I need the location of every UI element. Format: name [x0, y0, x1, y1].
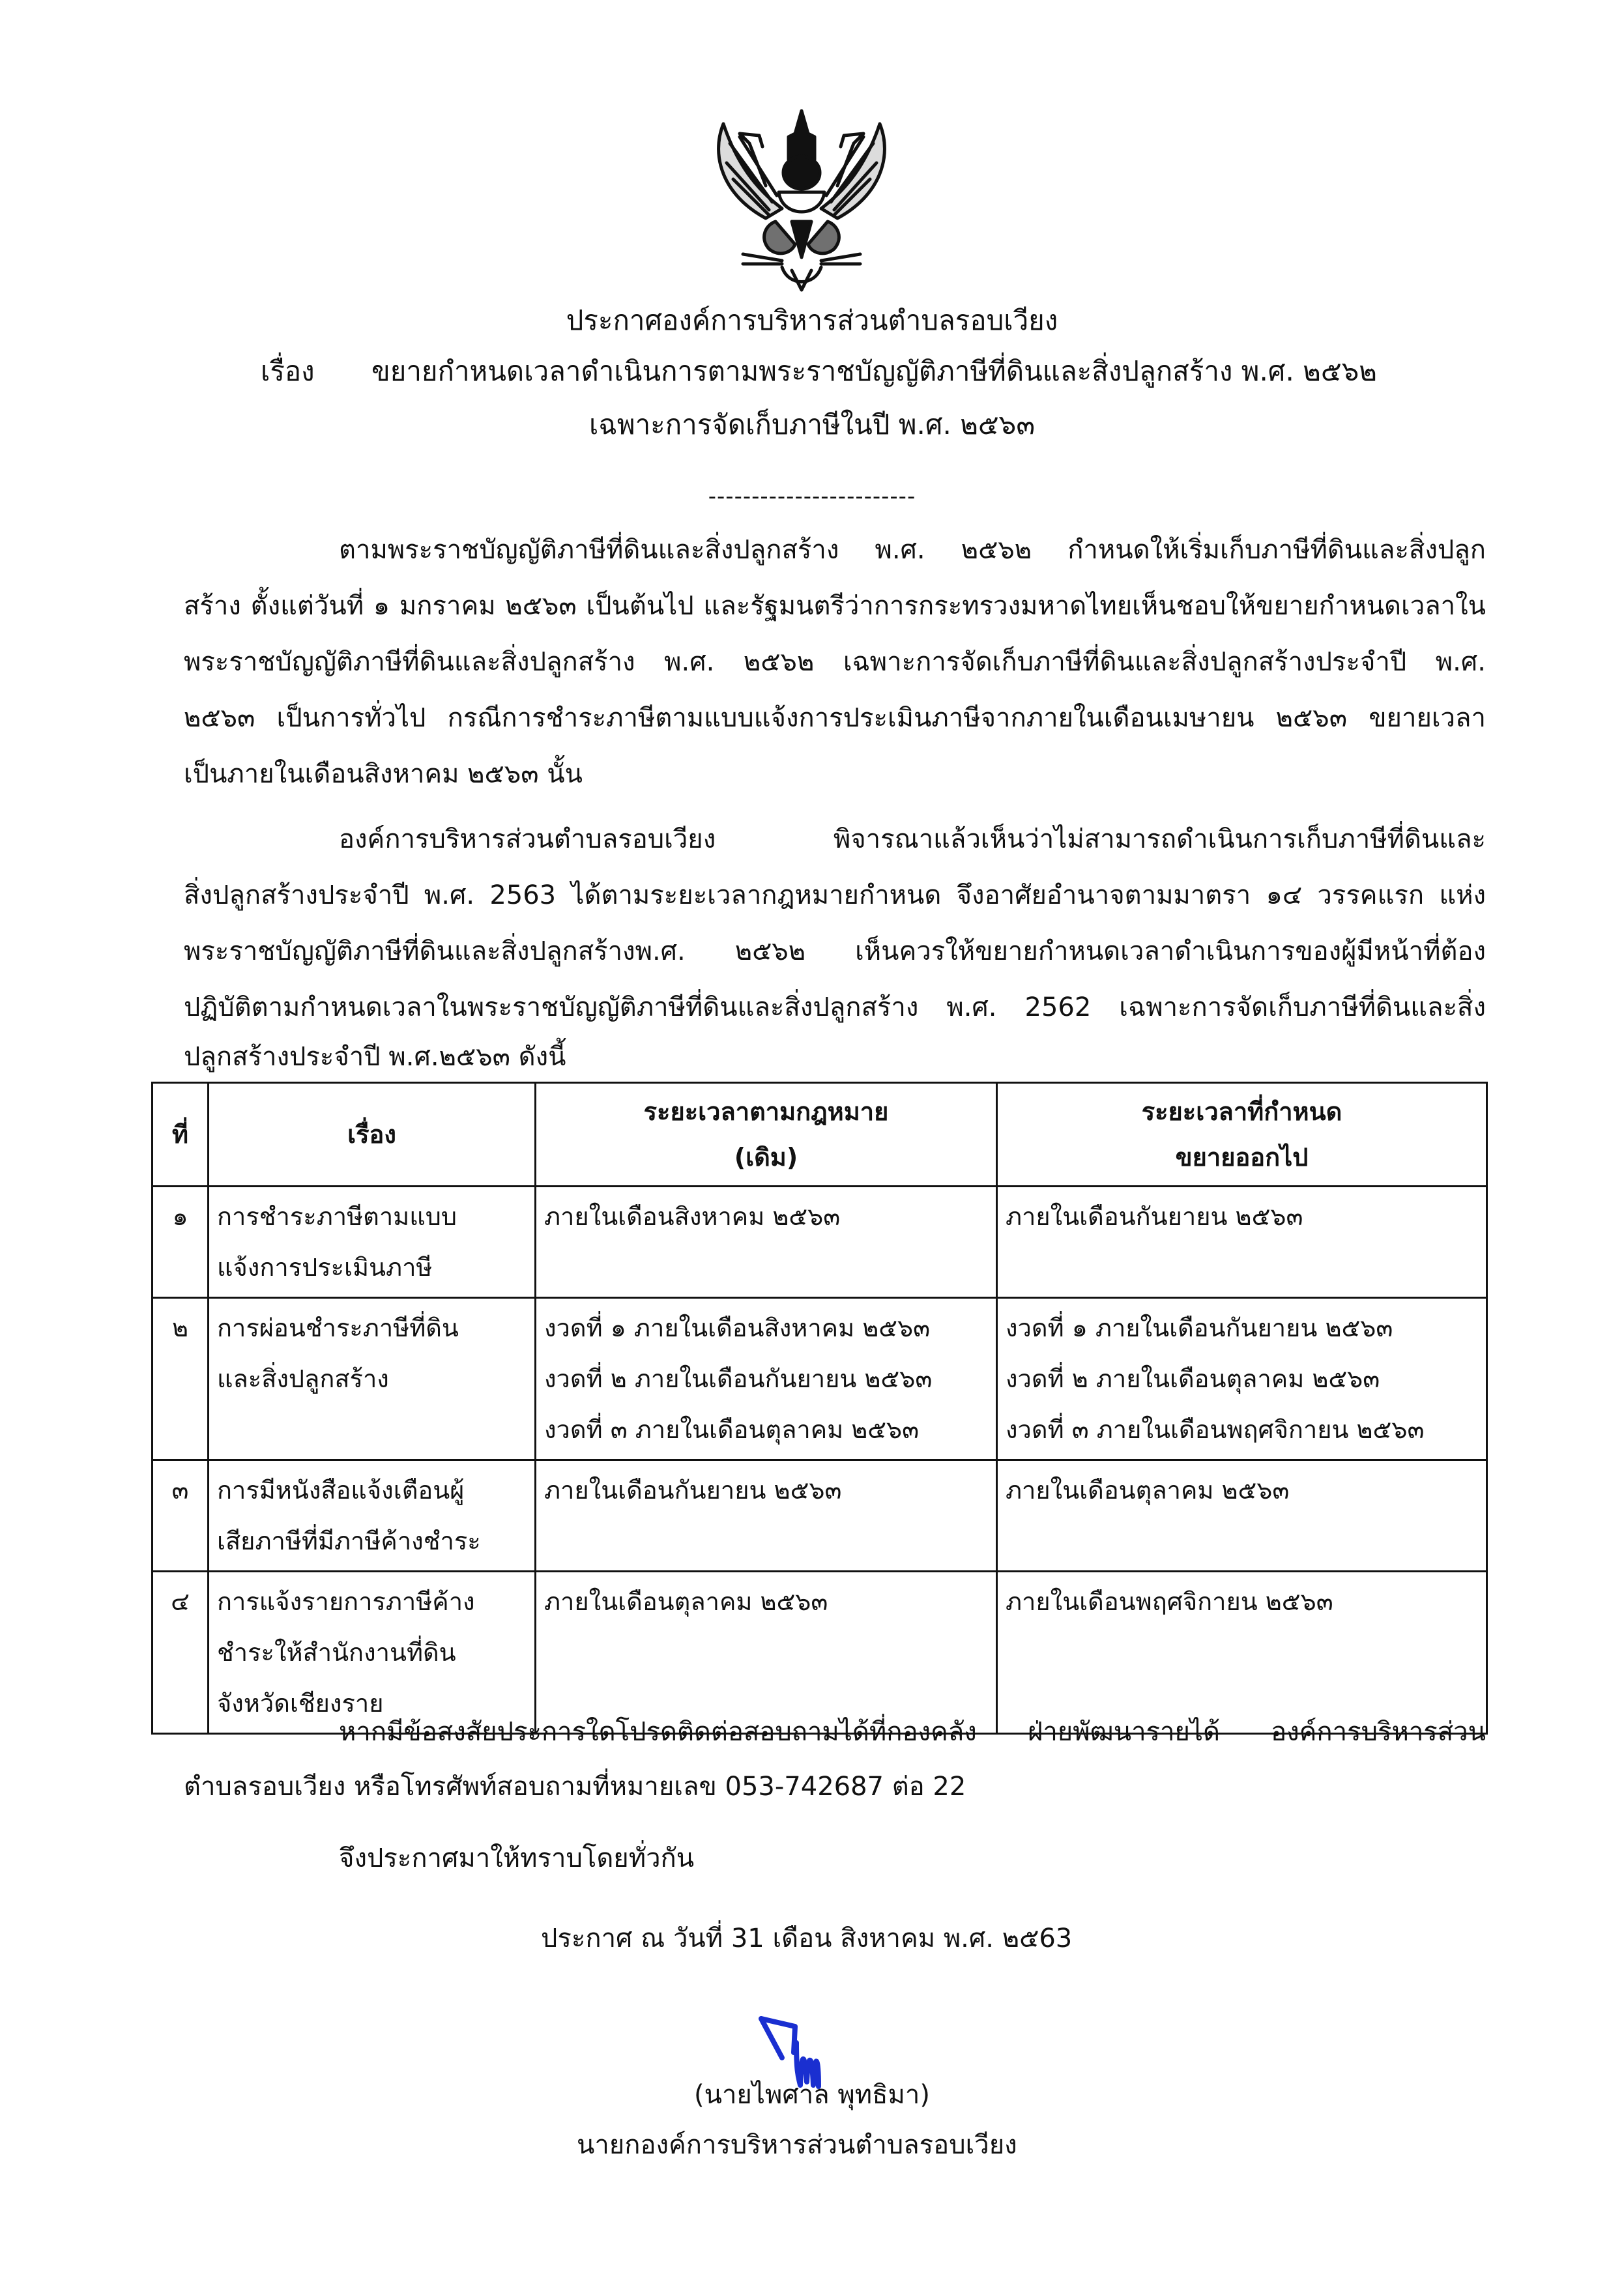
subject-line-1: ขยายกำหนดเวลาดำเนินการตามพระราชบัญญัติภาษีที่ดินและสิ่งปลูกสร้าง พ.ศ. ๒๕๖๒ — [371, 355, 1377, 387]
row-subject — [209, 1572, 536, 1734]
cell-text: ภายในเดือนกันยายน ๒๕๖๓ — [1006, 1202, 1303, 1231]
paragraph-line: พระราชบัญญัติภาษีที่ดินและสิ่งปลูกสร้าง พ.ศ. ๒๕๖๒ เฉพาะการจัดเก็บภาษีที่ดินและสิ่งปลูกสร้างประจำปี พ.ศ. — [184, 647, 1486, 677]
paragraph-line: ๒๕๖๓ เป็นการทั่วไป กรณีการชำระภาษีตามแบบแจ้งการประเมินภาษีจากภายในเดือนเมษายน ๒๕๖๓ ขยายเวลา — [184, 703, 1486, 733]
row-extended-period — [997, 1572, 1487, 1734]
cell-text: งวดที่ ๒ ภายในเดือนกันยายน ๒๕๖๓ — [544, 1364, 933, 1393]
cell-text: งวดที่ ๒ ภายในเดือนตุลาคม ๒๕๖๓ — [1006, 1364, 1380, 1393]
header-text: (เดิม) — [734, 1143, 798, 1172]
cell-text: ภายในเดือนตุลาคม ๒๕๖๓ — [1006, 1476, 1290, 1505]
paragraph-line: เป็นภายในเดือนสิงหาคม ๒๕๖๓ นั้น — [184, 759, 583, 789]
header-text: ระยะเวลาตามกฎหมาย — [643, 1097, 889, 1126]
cell-text: งวดที่ ๑ ภายในเดือนสิงหาคม ๒๕๖๓ — [544, 1314, 931, 1342]
subject-label: เรื่อง — [261, 355, 315, 387]
cell-text: ภายในเดือนตุลาคม ๒๕๖๓ — [544, 1587, 828, 1616]
row-original-period — [536, 1298, 997, 1460]
subject-line-2: เฉพาะการจัดเก็บภาษีในปี พ.ศ. ๒๕๖๓ — [588, 409, 1036, 440]
garuda-emblem-icon — [704, 98, 899, 293]
paragraph-line: สิ่งปลูกสร้างประจำปี พ.ศ. 2563 ได้ตามระยะเวลากฎหมายกำหนด จึงอาศัยอำนาจตามมาตรา ๑๔ วรรคแรก แห่ง — [184, 880, 1486, 910]
paragraph-line: ตามพระราชบัญญัติภาษีที่ดินและสิ่งปลูกสร้าง พ.ศ. ๒๕๖๒ กำหนดให้เริ่มเก็บภาษีที่ดินและสิ่งปลูก — [339, 535, 1486, 565]
header-text: ระยะเวลาที่กำหนด — [1141, 1097, 1342, 1126]
paragraph-line: สร้าง ตั้งแต่วันที่ ๑ มกราคม ๒๕๖๓ เป็นต้นไป และรัฐมนตรีว่าการกระทรวงมหาดไทยเห็นชอบให้ขยายกำหนดเวลาใน — [184, 591, 1486, 621]
paragraph-line: ปฏิบัติตามกำหนดเวลาในพระราชบัญญัติภาษีที่ดินและสิ่งปลูกสร้าง พ.ศ. 2562 เฉพาะการจัดเก็บภาษีที่ดินและสิ่ง — [184, 992, 1486, 1022]
cell-text: เสียภาษีที่มีภาษีค้างชำระ — [217, 1527, 481, 1555]
cell-text: การแจ้งรายการภาษีค้าง — [217, 1587, 475, 1616]
closing-statement: จึงประกาศมาให้ทราบโดยทั่วกัน — [339, 1843, 695, 1873]
row-number: ๔ — [152, 1572, 209, 1734]
row-original-period — [536, 1187, 997, 1298]
cell-text: ชำระให้สำนักงานที่ดิน — [217, 1638, 456, 1667]
row-original-period — [536, 1460, 997, 1572]
row-subject — [209, 1460, 536, 1572]
paragraph-line: หากมีข้อสงสัยประการใดโปรดติดต่อสอบถามได้ที่กองคลัง ฝ่ายพัฒนารายได้ องค์การบริหารส่วน — [339, 1717, 1486, 1747]
cell-text: จังหวัดเชียงราย — [217, 1689, 384, 1718]
paragraph-line: องค์การบริหารส่วนตำบลรอบเวียง พิจารณาแล้วเห็นว่าไม่สามารถดำเนินการเก็บภาษีที่ดินและ — [339, 824, 1486, 854]
table-header-row — [152, 1083, 1487, 1187]
header-text: ขยายออกไป — [1175, 1143, 1309, 1172]
header-subject: เรื่อง — [209, 1083, 536, 1187]
cell-text: การชำระภาษีตามแบบ — [217, 1202, 457, 1231]
table-row — [152, 1572, 1487, 1734]
table-row — [152, 1187, 1487, 1298]
row-number: ๑ — [152, 1187, 209, 1298]
cell-text: งวดที่ ๓ ภายในเดือนพฤศจิกายน ๒๕๖๓ — [1006, 1415, 1425, 1444]
extension-schedule-table — [151, 1082, 1488, 1735]
row-subject — [209, 1187, 536, 1298]
cell-text: ภายในเดือนพฤศจิกายน ๒๕๖๓ — [1006, 1587, 1333, 1616]
paragraph-line: พระราชบัญญัติภาษีที่ดินและสิ่งปลูกสร้างพ.ศ. ๒๕๖๒ เห็นควรให้ขยายกำหนดเวลาดำเนินการของผู้มีหน้าที่ต้อง — [184, 936, 1486, 966]
header-no: ที่ — [152, 1083, 209, 1187]
row-extended-period — [997, 1187, 1487, 1298]
cell-text: ภายในเดือนกันยายน ๒๕๖๓ — [544, 1476, 842, 1505]
table-row — [152, 1460, 1487, 1572]
paragraph-line: ปลูกสร้างประจำปี พ.ศ.๒๕๖๓ ดังนี้ — [184, 1042, 566, 1072]
header-extended-period — [997, 1083, 1487, 1187]
cell-text: ภายในเดือนสิงหาคม ๒๕๖๓ — [544, 1202, 841, 1231]
announcement-title: ประกาศองค์การบริหารส่วนตำบลรอบเวียง — [566, 304, 1058, 336]
cell-text: แจ้งการประเมินภาษี — [217, 1253, 433, 1282]
cell-text: งวดที่ ๑ ภายในเดือนกันยายน ๒๕๖๓ — [1006, 1314, 1393, 1342]
row-number: ๓ — [152, 1460, 209, 1572]
table-row — [152, 1298, 1487, 1460]
row-number: ๒ — [152, 1298, 209, 1460]
cell-text: การผ่อนชำระภาษีที่ดิน — [217, 1314, 459, 1342]
row-original-period — [536, 1572, 997, 1734]
row-subject — [209, 1298, 536, 1460]
signatory-name: (นายไพศาล พุทธิมา) — [694, 2080, 930, 2110]
signatory-position: นายกองค์การบริหารส่วนตำบลรอบเวียง — [577, 2130, 1017, 2160]
cell-text: การมีหนังสือแจ้งเตือนผู้ — [217, 1476, 465, 1505]
cell-text: และสิ่งปลูกสร้าง — [217, 1364, 389, 1393]
header-original-period — [536, 1083, 997, 1187]
separator-line: ------------------------ — [708, 483, 916, 510]
row-extended-period — [997, 1298, 1487, 1460]
row-extended-period — [997, 1460, 1487, 1572]
cell-text: งวดที่ ๓ ภายในเดือนตุลาคม ๒๕๖๓ — [544, 1415, 920, 1444]
announcement-date: ประกาศ ณ วันที่ 31 เดือน สิงหาคม พ.ศ. ๒๕63 — [541, 1924, 1073, 1954]
paragraph-line: ตำบลรอบเวียง หรือโทรศัพท์สอบถามที่หมายเลข 053-742687 ต่อ 22 — [184, 1772, 966, 1802]
